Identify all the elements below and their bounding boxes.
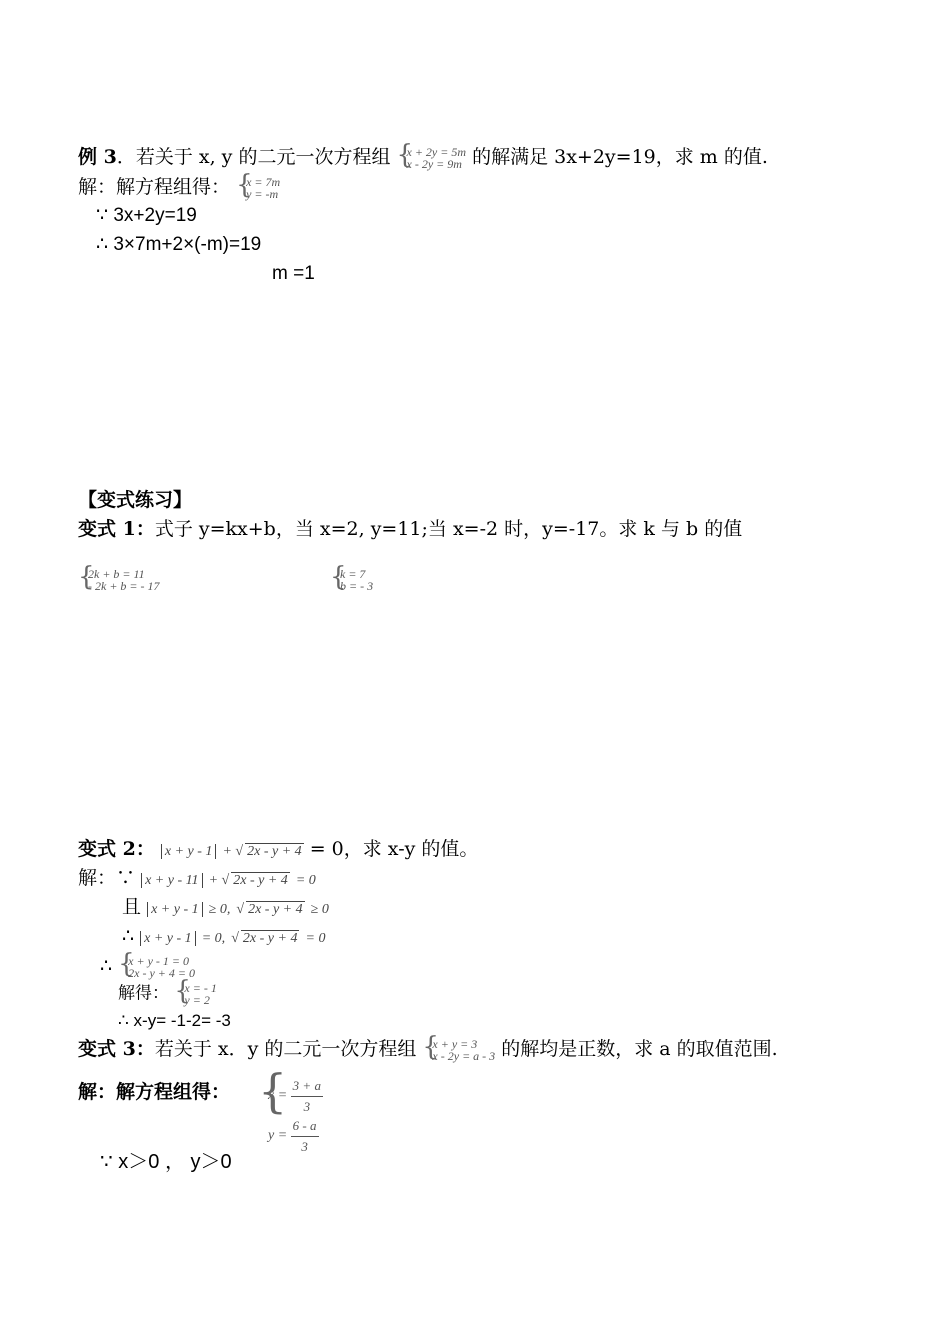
equation-rhs: = 0 xyxy=(305,931,326,946)
solution-system xyxy=(236,176,280,200)
equation-row: y = $\frac{6 - a}{3}$ xyxy=(268,1118,317,1154)
therefore-line: ∴ 3×7m+2×(-m)=19 xyxy=(96,234,262,255)
variant-2-question: 变式 2： x + y - 1 + √ 2x - y + 4 = 0，求 x-y 的值。 xyxy=(78,838,479,860)
variant-2-step-1: 解：∵ x + y - 11 + √ 2x - y + 4 = 0 xyxy=(78,867,316,889)
equation-row: x - 2y = 9m xyxy=(406,157,462,171)
equation-row: { 2k + b = 11 xyxy=(88,567,145,581)
variant-2-step-3: ∴ x + y - 1 = 0, √ 2x - y + 4 = 0 xyxy=(122,925,326,947)
equation-row: y = -m xyxy=(246,187,279,201)
inequality: ≥ 0, xyxy=(208,902,231,917)
variant-3-solution-label: 解：解方程组得： xyxy=(78,1081,231,1103)
question-text: 式子 y=kx+b，当 x=2, y=11;当 x=-2 时，y=-17。求 k 与 b 的值 xyxy=(154,518,743,540)
variant-2-step-5 xyxy=(118,982,217,1006)
absolute-value: x + y - 1 xyxy=(161,844,217,859)
equation-row: { x = $\frac{3 + a}{3}$ xyxy=(268,1078,321,1114)
variant-label: 变式 2： xyxy=(78,838,155,860)
solution-label: 解：∵ xyxy=(78,867,136,889)
because-line: ∵ 3x+2y=19 xyxy=(96,205,197,226)
absolute-value: x + y - 1 xyxy=(140,931,196,946)
equation-system xyxy=(422,1038,495,1062)
variant-2-final: ∴ x-y= -1-2= -3 xyxy=(118,1011,231,1030)
example-label: 例 3 xyxy=(78,146,117,168)
question-text: 的解均是正数，求 a 的取值范围. xyxy=(501,1038,778,1060)
solve-label: 解得： xyxy=(118,983,169,1004)
solution-system xyxy=(174,982,216,1006)
therefore-symbol: ∴ xyxy=(100,955,113,977)
equation-row: x - 2y = a - 3 xyxy=(432,1049,496,1063)
equation-row: { x + y = 3 xyxy=(432,1037,478,1051)
equation-row: 2x - y + 4 = 0 xyxy=(128,966,195,980)
equation-row: { x + 2y = 5m xyxy=(406,145,467,159)
and-label: 且 xyxy=(122,896,142,918)
inequality: ≥ 0 xyxy=(310,902,329,917)
equation-rhs: = 0, xyxy=(201,931,226,946)
solution-system xyxy=(330,568,373,592)
equation-row: y = 2 xyxy=(184,993,210,1007)
equation-row: - 2k + b = - 17 xyxy=(88,579,160,593)
solution-system xyxy=(258,1076,323,1156)
question-text: ．若关于 x, y 的二元一次方程组 xyxy=(116,146,391,168)
variant-label: 变式 3： xyxy=(78,1038,155,1060)
square-root: 2x - y + 4 xyxy=(248,902,303,917)
question-text: 的解满足 3x+2y=19，求 m 的值. xyxy=(472,146,768,168)
equation-row: { k = 7 xyxy=(340,567,366,581)
square-root: 2x - y + 4 xyxy=(247,844,302,859)
variant-1-question xyxy=(78,518,742,541)
practice-heading: 【变式练习】 xyxy=(78,489,193,511)
equation-system xyxy=(78,568,160,592)
result-line: m =1 xyxy=(272,263,315,284)
square-root: 2x - y + 4 xyxy=(242,931,298,946)
solution-label: 解：解方程组得： xyxy=(78,176,231,198)
example-3-question xyxy=(78,146,768,170)
variant-1-systems xyxy=(78,568,160,592)
equation-rhs: = 0 xyxy=(295,873,316,888)
equation-row: { x = - 1 xyxy=(184,981,217,995)
variant-label: 变式 1： xyxy=(78,518,155,540)
variant-3-solution-system xyxy=(258,1076,323,1156)
absolute-value: x + y - 1 xyxy=(147,902,203,917)
variant-3-question xyxy=(78,1038,778,1062)
variant-2-step-2: 且 x + y - 1 ≥ 0, √ 2x - y + 4 ≥ 0 xyxy=(122,896,329,918)
therefore-symbol: ∴ xyxy=(122,925,135,947)
absolute-value: x + y - 11 xyxy=(141,873,203,888)
variant-1-answer xyxy=(330,568,373,592)
question-text: = 0，求 x-y 的值。 xyxy=(309,838,479,860)
question-text: 若关于 x．y 的二元一次方程组 xyxy=(154,1038,417,1060)
equation-row: { x = 7m xyxy=(246,175,281,189)
solution-line xyxy=(78,176,280,200)
square-root: 2x - y + 4 xyxy=(233,873,288,888)
equation-row: b = - 3 xyxy=(340,579,374,593)
equation-row: { x + y - 1 = 0 xyxy=(128,954,189,968)
variant-3-because: ∵ x＞0 ， y＞0 xyxy=(100,1151,232,1173)
equation-system xyxy=(397,146,467,170)
